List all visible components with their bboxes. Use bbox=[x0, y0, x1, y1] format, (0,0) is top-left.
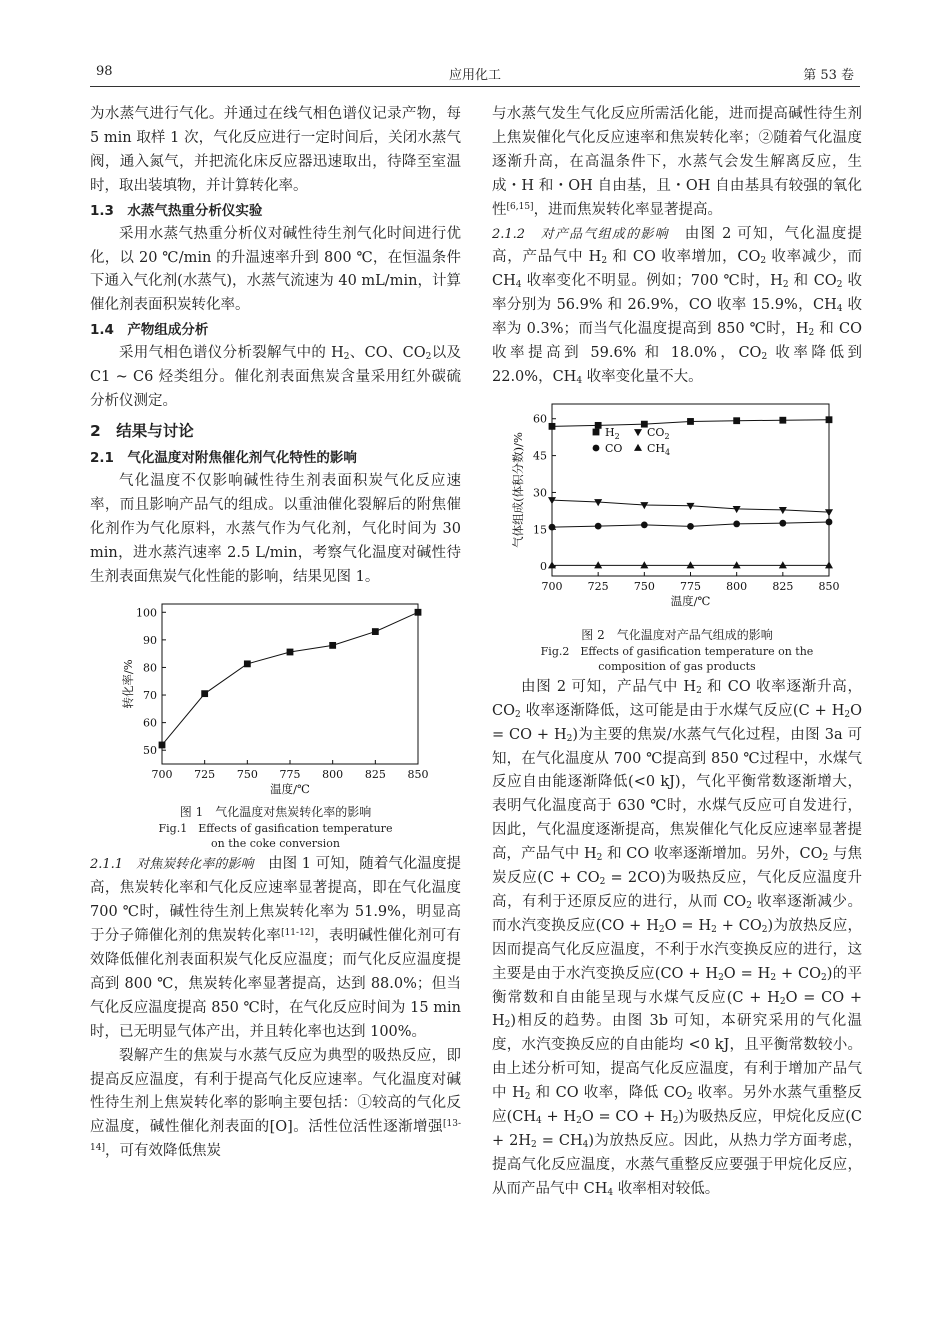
page-number: 98 bbox=[96, 64, 113, 79]
data-point bbox=[159, 741, 166, 748]
data-point bbox=[733, 417, 740, 424]
x-tick-label: 825 bbox=[772, 579, 794, 593]
chart-gas-composition bbox=[492, 396, 862, 618]
paragraph: 由图 2 可知，产品气中 $H_2$ 和 CO 收率逐渐升高，$CO_2$ 收率逐渐降低，这可能是由于水煤气反应($C + H_2O$ = CO + $H_2$)为主要的焦炭/水蒸气气化过程，由图 3a 可知，在气化温度从 700 ℃提高到 850 ℃过程中，水煤气反应自由能逐渐降低(<0 kJ)，气化平衡常数逐渐增大，表明气化温度高于 630 ℃时，水煤气反应可自发进行，因此，气化温度逐渐提高，焦炭催化气化反应速率显著提高，产品气中 $H_2$ 和 CO 收率逐渐增加。另外，$CO_2$ 与焦炭反应$(C + CO_2 = 2CO)$为吸热反应，气化反应温度升高，有利于还原反应的进行，从而 $CO_2$ 收率逐渐减少。而水汽变换反应$(CO + H_2O = H_2 + CO_2)$为放热反应，因而提高气化反应温度，不利于水汽变换反应的进行，这主要是由于水汽变换反应$(CO + H_2O = H_2 + CO_2)$的平衡常数和自由能呈现与水煤气反应($C + H_2O$ = CO + $H_2$)相反的趋势。由图 3b 可知，本研究采用的气化温度，水汽变换反应的自由能均 <0 kJ，且平衡常数较小。由上述分析可知，提高气化反应温度，有利于增加产品气中 $H_2$ 和 CO 收率，降低 $CO_2$ 收率。另外水蒸气重整反应($CH_4 + H_2O$ = CO + $H_2$)为吸热反应，甲烷化反应$(C + 2H_2 = CH_4)$为放热反应。因此，从热力学方面考虑，提高气化反应温度，水蒸气重整反应要强于甲烷化反应，从而产品气中 $CH_4$ 收率相对较低。 bbox=[492, 678, 863, 1198]
y-tick-label: 90 bbox=[143, 633, 157, 647]
y-tick-label: 100 bbox=[136, 605, 157, 619]
section-heading: 1.4 产物组成分析 bbox=[90, 322, 209, 339]
y-tick-label: 15 bbox=[533, 523, 547, 537]
x-tick-label: 725 bbox=[194, 767, 216, 781]
legend-label: $H_2$ bbox=[605, 425, 620, 441]
plot-frame bbox=[162, 604, 418, 764]
x-tick-label: 800 bbox=[726, 579, 748, 593]
subsection-heading: 2.1.2 对产品气组成的影响 bbox=[492, 226, 669, 242]
x-tick-label: 775 bbox=[279, 767, 301, 781]
x-tick-label: 700 bbox=[541, 579, 563, 593]
data-point bbox=[640, 561, 648, 568]
data-point bbox=[594, 561, 602, 568]
legend-marker bbox=[634, 429, 642, 436]
figure-caption-cn: 图 2 气化温度对产品气组成的影响 bbox=[581, 627, 773, 642]
x-tick-label: 775 bbox=[680, 579, 701, 593]
x-tick-label: 750 bbox=[236, 767, 258, 781]
paragraph: 2.1.1 对焦炭转化率的影响 由图 1 可知，随着气化温度提高，焦炭转化率和气化反应速率显著提高，即在气化温度 700 ℃时，碱性待生剂上焦炭转化率为 51.9%，明显高于分子筛催化剂的焦炭转化率[11-12]，表明碱性催化剂可有效降低催化剂表面积炭气化反应温度；而气化反应温度提高到 800 ℃，焦炭转化率显著提高，达到 88.0%；但当气化反应温度提高 850 ℃时，在气化反应时间为 15 min 时，已无明显气体产出，并且转化率也达到 100%。 bbox=[90, 856, 462, 1040]
data-point bbox=[733, 520, 740, 527]
x-axis-label: 温度/℃ bbox=[270, 781, 310, 796]
data-point bbox=[244, 660, 251, 667]
x-axis-label: 温度/℃ bbox=[670, 593, 711, 608]
x-tick-label: 800 bbox=[322, 767, 344, 781]
data-point bbox=[548, 561, 556, 568]
x-tick-label: 850 bbox=[818, 579, 840, 593]
data-point bbox=[779, 417, 786, 424]
figure-caption-cn: 图 1 气化温度对焦炭转化率的影响 bbox=[179, 805, 372, 820]
data-point bbox=[201, 690, 208, 697]
data-point bbox=[687, 523, 694, 530]
y-tick-label: 50 bbox=[143, 743, 157, 757]
paragraph: 2.1.2 对产品气组成的影响 由图 2 可知，气化温度提高，产品气中 $H_2$ 和 CO 收率增加，$CO_2$ 收率减少，而 $CH_4$ 收率变化不明显。例如；700 ℃时，$H_2$ 和 $CO_2$ 收率分别为 56.9% 和 26.9%，CO 收率 15.9%，$CH_4$ 收率为 0.3%；而当气化温度提高到 850 ℃时，$H_2$ 和 CO 收率提高到 59.6% 和 18.0%，$CO_2$ 收率降低到 22.0%，$CH_4$ 收率变化量不大。 bbox=[492, 225, 863, 386]
legend-label: $CH_4$ bbox=[647, 441, 671, 457]
y-axis-label: 转化率/% bbox=[121, 658, 135, 709]
data-point bbox=[826, 416, 833, 423]
figure-caption-en: composition of gas products bbox=[598, 659, 756, 673]
paragraph: 与水蒸气发生气化反应所需活化能，进而提高碱性待生剂上焦炭催化气化反应速率和焦炭转化率；②随着气化温度逐渐升高，在高温条件下，水蒸气会发生解离反应，生成・H 和・OH 自由基，且・OH 自由基具有较强的氧化性[6,15]，进而焦炭转化率显著提高。 bbox=[492, 106, 862, 218]
y-axis-label: 气体组成(体积分数)/% bbox=[511, 431, 525, 548]
data-point bbox=[825, 561, 833, 568]
y-tick-label: 60 bbox=[143, 716, 157, 730]
paragraph: 采用水蒸气热重分析仪对碱性待生剂气化时间进行优化，以 20 ℃/min 的升温速率升到 800 ℃，在恒温条件下通入气化剂(水蒸气)，水蒸气流速为 40 mL/min，计算催化剂表面积炭转化率。 bbox=[90, 225, 461, 314]
data-point bbox=[779, 507, 787, 514]
y-tick-label: 60 bbox=[533, 412, 547, 426]
series-line bbox=[162, 612, 418, 745]
y-tick-label: 80 bbox=[143, 660, 157, 674]
y-tick-label: 30 bbox=[533, 486, 547, 500]
data-point bbox=[687, 418, 694, 425]
figure-2 bbox=[492, 396, 862, 674]
data-point bbox=[779, 561, 787, 568]
legend-marker bbox=[593, 428, 600, 435]
legend-marker bbox=[593, 444, 600, 451]
y-tick-label: 70 bbox=[143, 688, 157, 702]
data-point bbox=[329, 641, 336, 648]
right-column bbox=[492, 103, 862, 1202]
data-point bbox=[595, 422, 602, 429]
y-tick-label: 0 bbox=[540, 560, 547, 574]
page-header bbox=[90, 64, 860, 87]
data-point bbox=[733, 561, 741, 568]
left-column bbox=[90, 103, 461, 1164]
figure-caption-en: on the coke conversion bbox=[211, 837, 340, 851]
data-point bbox=[372, 628, 379, 635]
section-heading: 2.1 气化温度对附焦催化剂气化特性的影响 bbox=[90, 449, 357, 466]
legend-label: $CO_2$ bbox=[647, 425, 670, 441]
x-tick-label: 825 bbox=[364, 767, 386, 781]
legend-marker bbox=[634, 444, 642, 451]
data-point bbox=[826, 518, 833, 525]
chart-coke-conversion bbox=[90, 596, 461, 796]
figure-1 bbox=[90, 596, 461, 852]
subsection-heading: 2.1.1 对焦炭转化率的影响 bbox=[90, 857, 254, 873]
y-tick-label: 45 bbox=[533, 449, 547, 463]
x-tick-label: 750 bbox=[633, 579, 655, 593]
data-point bbox=[640, 502, 648, 509]
data-point bbox=[287, 648, 294, 655]
data-point bbox=[415, 608, 422, 615]
data-point bbox=[548, 497, 556, 504]
paragraph: 裂解产生的焦炭与水蒸气反应为典型的吸热反应，即提高反应温度，有利于提高气化反应速率。气化温度对碱性待生剂上焦炭转化率的影响主要包括：①较高的气化反应温度，碱性催化剂表面的[O]。活性位活性逐渐增强[13-14]，可有效降低焦炭 bbox=[90, 1047, 461, 1160]
data-point bbox=[687, 561, 695, 568]
section-heading: 1.3 水蒸气热重分析仪实验 bbox=[90, 202, 263, 219]
x-tick-label: 700 bbox=[151, 767, 173, 781]
x-tick-label: 850 bbox=[407, 767, 429, 781]
data-point bbox=[595, 523, 602, 530]
legend-label: CO bbox=[605, 441, 623, 455]
paragraph: 为水蒸气进行气化。并通过在线气相色谱仪记录产物，每 5 min 取样 1 次，气化反应进行一定时间后，关闭水蒸气阀，通入氮气，并把流化床反应器迅速取出，待降至室温时，取出装填物，并计算转化率。 bbox=[90, 106, 461, 194]
data-point bbox=[549, 524, 556, 531]
data-point bbox=[549, 423, 556, 430]
figure-caption-en: Fig.1 Effects of gasification temperature bbox=[158, 822, 393, 836]
figure-caption-en: Fig.2 Effects of gasification temperature on the bbox=[540, 644, 814, 658]
section-heading: 2 结果与讨论 bbox=[90, 421, 194, 440]
volume-label: 第 53 卷 bbox=[803, 68, 854, 83]
data-point bbox=[733, 506, 741, 513]
paragraph: 气化温度不仅影响碱性待生剂表面积炭气化反应速率，而且影响产品气的组成。以重油催化裂解后的附焦催化剂作为气化原料，水蒸气作为气化剂，气化时间为 30 min，进水蒸汽速率 2.5 L/min，考察气化温度对碱性待生剂表面焦炭气化性能的影响，结果见图 1。 bbox=[90, 472, 461, 585]
paragraph: 采用气相色谱仪分析裂解气中的 $H_2$、CO、$CO_2$以及 C1 ~ C6 烃类组分。催化剂表面焦炭含量采用红外碳硫分析仪测定。 bbox=[90, 345, 462, 410]
data-point bbox=[779, 520, 786, 527]
journal-name: 应用化工 bbox=[448, 68, 501, 83]
data-point bbox=[825, 509, 833, 516]
x-tick-label: 725 bbox=[587, 579, 609, 593]
data-point bbox=[641, 521, 648, 528]
